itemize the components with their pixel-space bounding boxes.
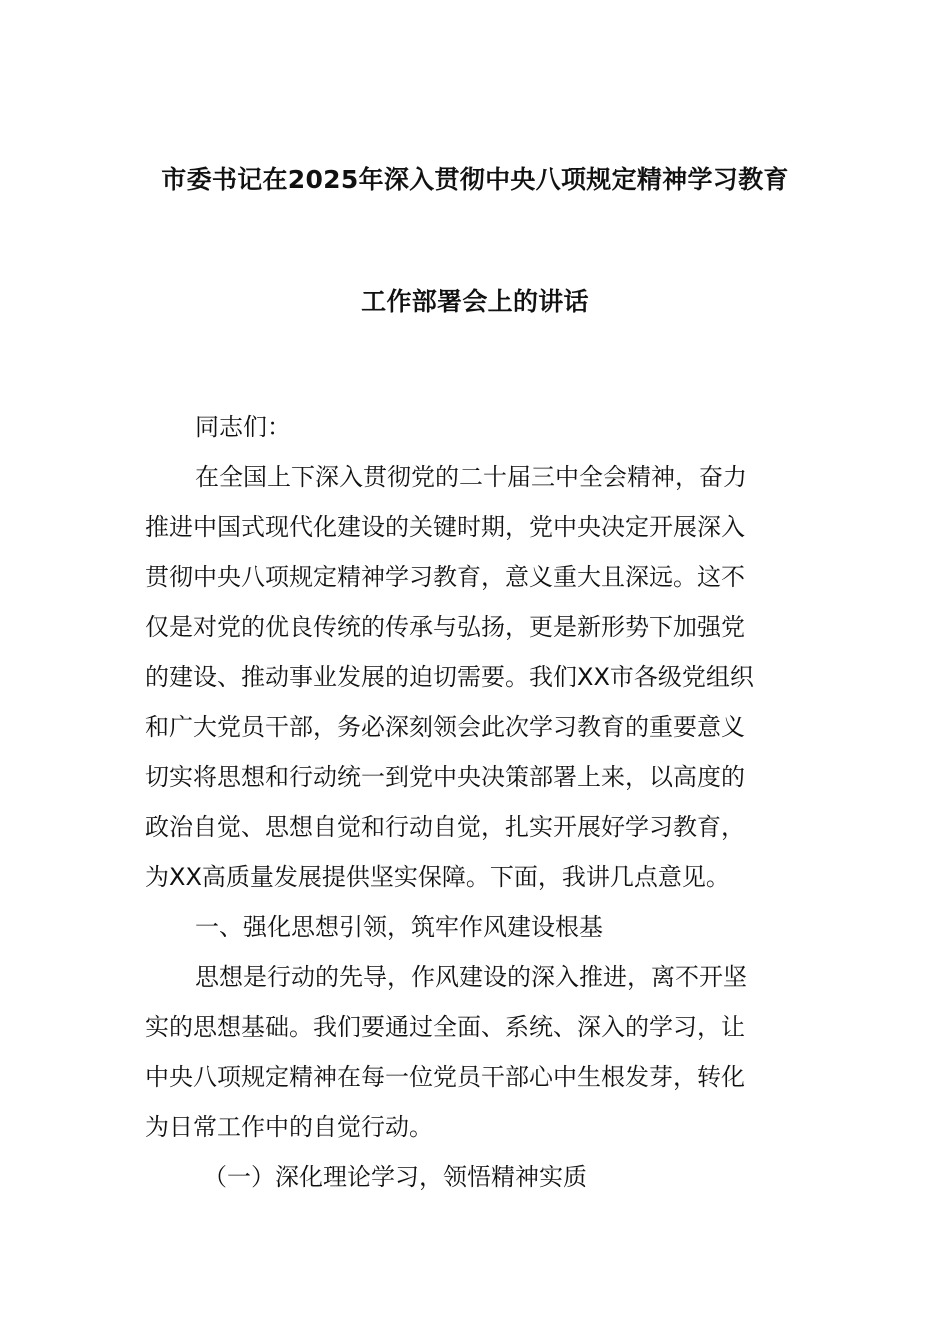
paragraph-line: 和广大党员干部，务必深刻领会此次学习教育的重要意义 bbox=[145, 713, 745, 741]
document-title-line-2: 工作部署会上的讲话 bbox=[361, 287, 589, 316]
paragraph-line: 的建设、推动事业发展的迫切需要。我们XX市各级党组织 bbox=[145, 663, 754, 691]
salutation: 同志们： bbox=[195, 413, 291, 441]
paragraph-line: 仅是对党的优良传统的传承与弘扬，更是新形势下加强党 bbox=[145, 613, 745, 641]
paragraph-line: 在全国上下深入贯彻党的二十届三中全会精神，奋力 bbox=[195, 463, 747, 491]
paragraph-line: 推进中国式现代化建设的关键时期，党中央决定开展深入 bbox=[145, 513, 745, 541]
section-heading: 一、强化思想引领，筑牢作风建设根基 bbox=[195, 913, 603, 941]
paragraph-line: 实的思想基础。我们要通过全面、系统、深入的学习，让 bbox=[145, 1013, 745, 1041]
subsection-heading: （一）深化理论学习，领悟精神实质 bbox=[203, 1163, 587, 1191]
paragraph-line: 为XX高质量发展提供坚实保障。下面，我讲几点意见。 bbox=[145, 863, 730, 891]
paragraph-line: 政治自觉、思想自觉和行动自觉，扎实开展好学习教育， bbox=[145, 813, 745, 841]
paragraph-line: 为日常工作中的自觉行动。 bbox=[145, 1113, 433, 1141]
paragraph-line: 贯彻中央八项规定精神学习教育，意义重大且深远。这不 bbox=[145, 563, 745, 591]
document-title-line-1: 市委书记在2025年深入贯彻中央八项规定精神学习教育 bbox=[161, 165, 789, 194]
paragraph-line: 思想是行动的先导，作风建设的深入推进，离不开坚 bbox=[195, 963, 747, 991]
paragraph-line: 切实将思想和行动统一到党中央决策部署上来，以高度的 bbox=[145, 763, 745, 791]
document-body bbox=[145, 402, 815, 1202]
paragraph-line: 中央八项规定精神在每一位党员干部心中生根发芽，转化 bbox=[145, 1063, 745, 1091]
